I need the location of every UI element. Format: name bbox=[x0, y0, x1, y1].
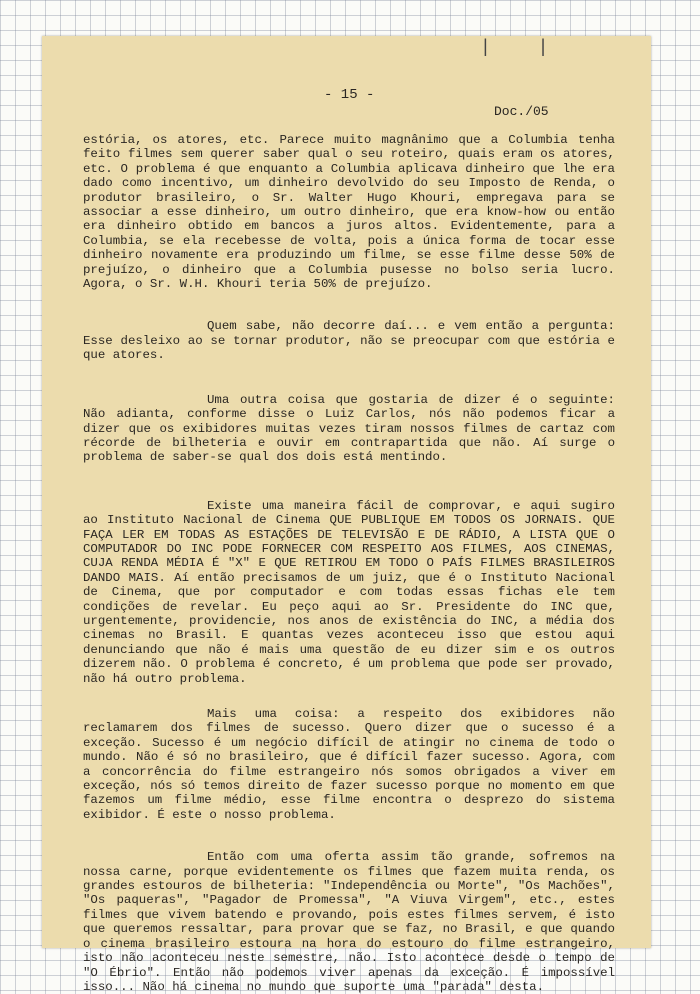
paragraph-4: Existe uma maneira fácil de comprovar, e aqui sugiro ao Instituto Nacional de Cinema QUE PUBLIQUE EM TODOS OS JORNAIS. QUE FAÇA LER EM TODAS AS ESTAÇÕES DE TELEVISÃO E DE RÁDIO, A LISTA QUE O COMPUTADOR DO INC PODE FORNECER COM RESPEITO AOS FILMES, AOS CINEMAS, CUJA RENDA MÉDIA É "X" E QUE RETIROU EM TODO O PAÍS FILMES BRASILEIROS DANDO MAIS. Aí então precisamos de um juiz, que é o Instituto Nacional de Cinema, que por computador e com todas essas fichas ele tem condições de revelar. Eu peço aqui ao Sr. Presidente do INC que, urgentemente, providencie, nos anos de existência do INC, a média dos cinemas no Brasil. E quantas vezes aconteceu isso que estou aqui denunciando que não é mais uma questão de eu dizer sim e os outros dizerem não. O problema é concreto, é um problema que pode ser provado, não há outro problema. bbox=[83, 498, 615, 686]
document-reference: Doc./05 bbox=[494, 104, 549, 119]
paragraph-2: Quem sabe, não decorre daí... e vem então a pergunta: Esse desleixo ao se tornar produtor, não se preocupar com que estória e que atores. bbox=[83, 319, 615, 363]
document-page bbox=[42, 36, 651, 994]
paragraph-1: estória, os atores, etc. Parece muito magnânimo que a Columbia tenha feito filmes sem querer saber qual o seu roteiro, quais eram os atores, etc. O problema é que enquanto a Columbia aplicava dinheiro que lhe era dado como incentivo, um dinheiro devolvido do seu Imposto de Renda, o produtor brasileiro, o Sr. Walter Hugo Khouri, empregava para se associar a esse dinheiro, um outro dinheiro, que era know-how ou então era dinheiro obtido em bancos a juros altos. Evidentemente, para a Columbia, se ela recebesse de volta, pois a única forma de tocar esse dinheiro novamente era produzindo um filme, se esse filme desse 50% de prejuízo, o dinheiro que a Columbia pusesse no bolso seria lucro. Agora, o Sr. W.H. Khouri teria 50% de prejuízo. bbox=[83, 133, 615, 292]
paragraph-3: Uma outra coisa que gostaria de dizer é o seguinte: Não adianta, conforme disse o Luiz Carlos, nós não podemos ficar a dizer que os exibidores muitas vezes tiram nossos filmes de cartaz com récorde de bilheteria e ouvir em contrapartida que não. Aí surge o problema de saber-se qual dos dois está mentindo. bbox=[83, 392, 615, 465]
document-body bbox=[83, 133, 615, 994]
page-number: - 15 - bbox=[324, 87, 375, 103]
margin-marks: | | bbox=[480, 38, 567, 58]
paragraph-6: Então com uma oferta assim tão grande, sofremos na nossa carne, porque evidentemente os filmes que fazem muita renda, os grandes estouros de bilheteria: "Independência ou Morte", "Os Machões", "Os paqueras", "Pagador de Promessa", "A Viuva Virgem", etc., estes filmes que vivem batendo e provando, pois estes filmes servem, é isto que queremos ressaltar, para provar que se faz, no Brasil, e que quando o cinema brasileiro estoura na hora do estouro do filme estrangeiro, isto não aconteceu neste semestre, não. Isto acontece desde o tempo de "O Ébrio". Então não podemos viver apenas da exceção. É impossível isso... Não há cinema no mundo que suporte uma "parada" desta. bbox=[83, 850, 615, 994]
paragraph-5: Mais uma coisa: a respeito dos exibidores não reclamarem dos filmes de sucesso. Quero dizer que o sucesso é a exceção. Sucesso é um negócio difícil de atingir no cinema de todo o mundo. Não é só no brasileiro, que é difícil fazer sucesso. Agora, com a concorrência do filme estrangeiro nós somos obrigados a viver em exceção, nós só temos direito de fazer sucesso porque no momento em que fazemos um filme médio, esse filme encontra o desprezo do sistema exibidor. É este o nosso problema. bbox=[83, 707, 615, 822]
